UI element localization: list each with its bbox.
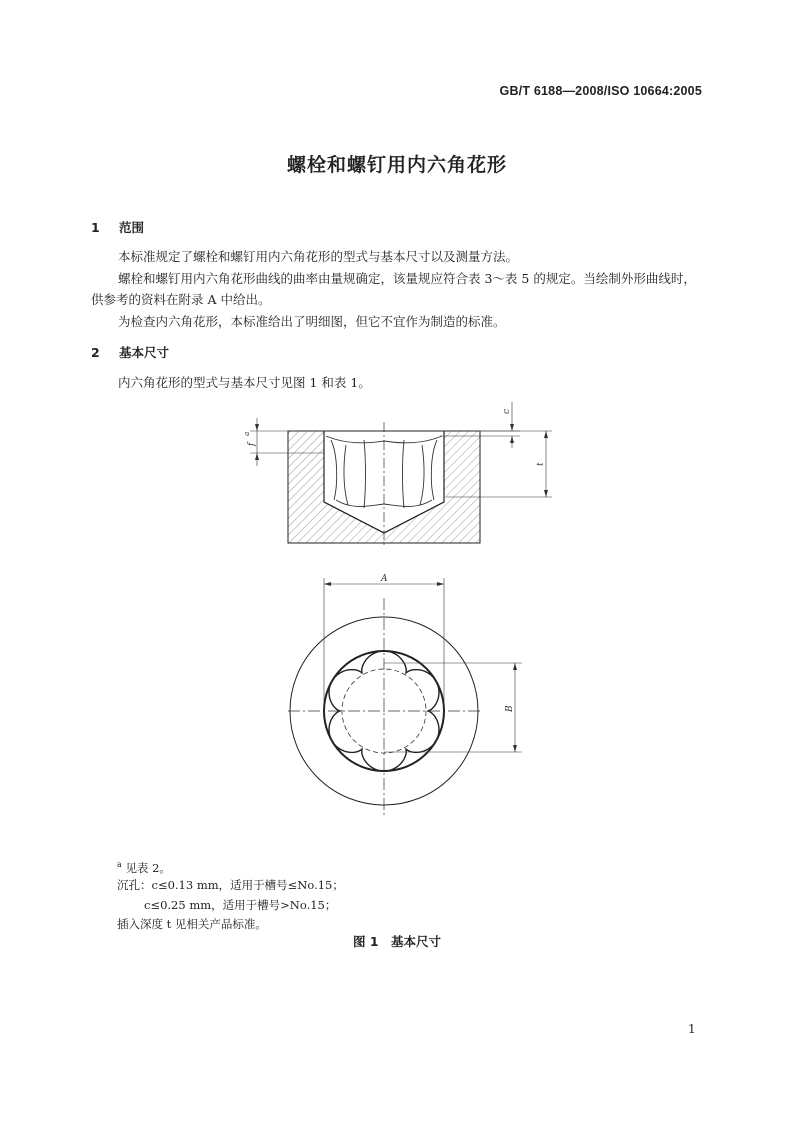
section-2-number: 2 <box>91 345 100 360</box>
document-title: 螺栓和螺钉用内六角花形 <box>286 154 507 176</box>
dim-label-f-superscript: a <box>243 431 251 436</box>
page-number: 1 <box>688 1022 696 1036</box>
section-1-title: 范围 <box>119 220 145 235</box>
section-1-paragraph-2: 螺栓和螺钉用内六角花形曲线的曲率由量规确定，该量规应符合表 3～表 5 的规定。当绘制外形曲线时，供参考的资料在附录 A 中给出。 <box>91 271 696 307</box>
section-2-paragraph-1: 内六角花形的型式与基本尺寸见图 1 和表 1。 <box>118 375 371 390</box>
dim-label-f: f <box>247 442 257 446</box>
section-2-title: 基本尺寸 <box>119 345 170 360</box>
dim-label-A: A <box>381 574 388 584</box>
plan-view <box>288 574 522 815</box>
figure-caption: 图 1 基本尺寸 <box>352 934 442 949</box>
section-1-paragraph-3: 为检查内六角花形，本标准给出了明细图，但它不宜作为制造的标准。 <box>118 314 506 329</box>
insertion-depth-note: 插入深度 t 见相关产品标准。 <box>117 917 267 931</box>
dim-label-c: c <box>502 408 512 414</box>
footnote-text: 见表 2。 <box>125 860 171 875</box>
dim-label-t: t <box>536 462 546 466</box>
dim-label-B: B <box>505 705 515 712</box>
section-view <box>243 402 552 548</box>
standard-code: GB/T 6188—2008/ISO 10664:2005 <box>499 84 702 98</box>
footnote-marker: a <box>117 860 122 869</box>
countersink-note-2: c≤0.25 mm，适用于槽号>No.15； <box>144 898 337 912</box>
section-1-number: 1 <box>91 220 100 235</box>
section-1-paragraph-1: 本标准规定了螺栓和螺钉用内六角花形的型式与基本尺寸以及测量方法。 <box>118 249 519 264</box>
countersink-note-1: 沉孔：c≤0.13 mm，适用于槽号≤No.15； <box>117 878 344 892</box>
